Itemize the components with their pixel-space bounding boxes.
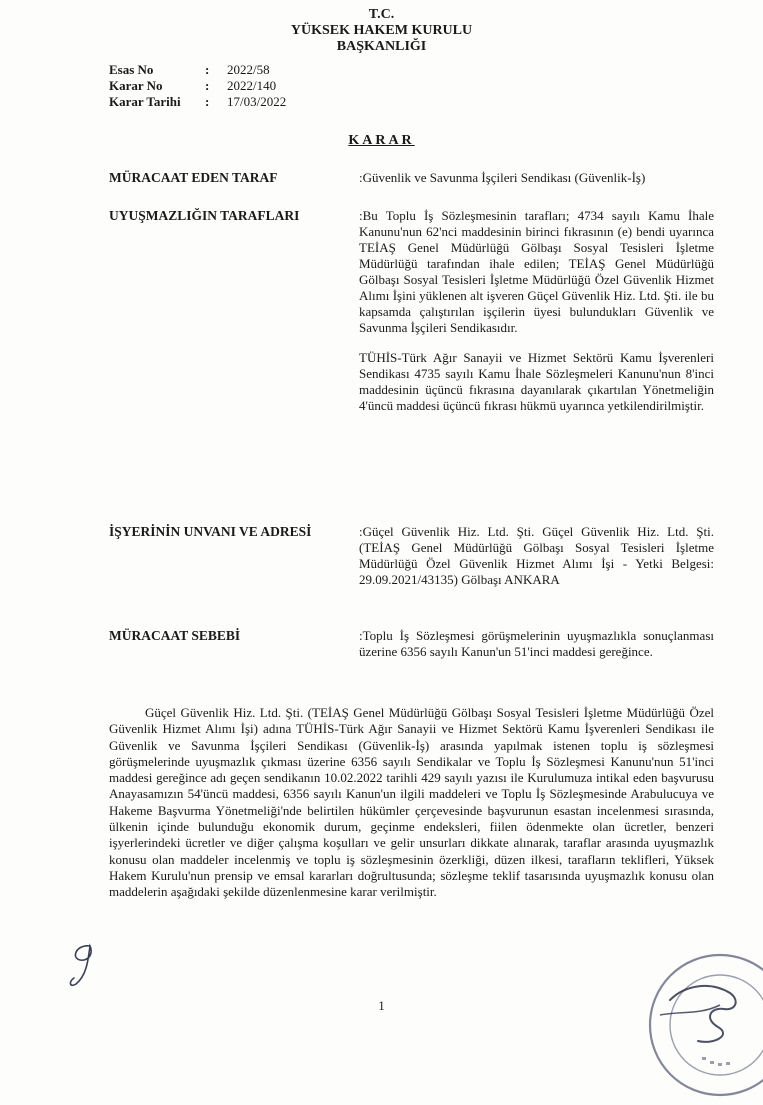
meta-label: Karar No [109,78,163,93]
section-label: MÜRACAAT SEBEBİ [109,628,241,643]
decision-body-paragraph: Güçel Güvenlik Hiz. Ltd. Şti. (TEİAŞ Genel Müdürlüğü Gölbaşı Sosyal Tesisleri İşletme Müdürlüğü Özel Güvenlik Hizmet Alımı İşi) adına TÜHİS-Türk Ağır Sanayii ve Hizmet Sektörü Kamu İşverenleri Sendikası ile Güvenlik ve Savunma İşçileri Sendikası (Güvenlik-İş) arasında yapılmak istenen toplu iş sözleşmesi görüşmelerinde uyuşmazlık çıkması üzerine 6356 sayılı Sendikalar ve Toplu İş Sözleşmesi Kanunu'nun 51'inci maddesi gereğince adı geçen sendikanın 10.02.2022 tarihli 429 sayılı yazısı ile Kurulumuza intikal eden başvurusu Anayasamızın 54'üncü maddesi, 6356 sayılı Kanun'un ilgili maddeleri ve Toplu İş Sözleşmesinde Arabulucuya ve Hakeme Başvurma Yönetmeliği'nde belirtilen hükümler çerçevesinde başvurunun esastan incelenmesi sırasında, ülkenin içinde bulunduğu ekonomik durum, geçinme endeksleri, fiilen ödenmekte olan ücretler, benzeri işyerlerindeki ücretler ve diğer çalışma koşulları ve gelir unsurları dikkate alınarak, taraflar arasında uyuşmazlık konusu olan maddeler incelenmiş ve toplu iş sözleşmesinin özerkliği, düzen ilkesi, tarafların teklifleri, Yüksek Hakem Kurulu'nun prensip ve emsal kararları doğrultusunda; sözleşme teklif tasarısında uyuşmazlık konusu olan maddelerin aşağıdaki şekilde düzenlenmesine karar verilmiştir. [109,705,714,900]
section-paragraph: TÜHİS-Türk Ağır Sanayii ve Hizmet Sektörü Kamu İşverenleri Sendikası 4735 sayılı Kamu İhale Sözleşmeleri Kanunu'nun 8'inci maddesinin üçüncü fıkrasına dayanılarak çıkartılan Yönetmeliğin 4'üncü maddesi üçüncü fıkrası hükmü uyarınca yetkilendirilmiştir. [359,350,714,413]
official-seal-icon [640,945,763,1105]
section-label: UYUŞMAZLIĞIN TARAFLARI [109,208,300,223]
section-value [359,208,714,414]
header-line-institution: YÜKSEK HAKEM KURULU [290,23,473,38]
case-metadata [109,62,286,110]
meta-colon: : [205,62,210,77]
section-paragraph: :Bu Toplu İş Sözleşmesinin tarafları; 4734 sayılı Kamu İhale Kanunu'nun 62'nci maddesinin birinci fıkrasının (e) bendi uyarınca TEİAŞ Genel Müdürlüğü Gölbaşı Sosyal Tesisleri İşletme Müdürlüğü tarafından ihale edilen; TEİAŞ Genel Müdürlüğü Gölbaşı Sosyal Tesisleri İşletme Müdürlüğü Özel Güvenlik Hizmet Alımı İşini yüklenen alt işveren Güçel Güvenlik Hiz. Ltd. Şti. ile bu kapsamda çalıştırılan işçilerin üyesi bulundukları Güvenlik ve Savunma İşçileri Sendikasıdır. [359,208,714,335]
esas-no-row [109,62,286,78]
meta-value: 17/03/2022 [227,94,287,109]
section-label: MÜRACAAT EDEN TARAF [109,170,278,185]
section-paragraph: :Toplu İş Sözleşmesi görüşmelerinin uyuşmazlıkla sonuçlanması üzerine 6356 sayılı Kanun'un 51'inci maddesi gereğince. [359,628,714,659]
handwritten-initial-icon [60,938,110,998]
section-value [359,170,714,186]
header-line-presidency: BAŞKANLIĞI [336,39,427,54]
meta-colon: : [205,78,210,93]
section-paragraph: :Güçel Güvenlik Hiz. Ltd. Şti. Güçel Güvenlik Hiz. Ltd. Şti. (TEİAŞ Genel Müdürlüğü Gölbaşı Sosyal Tesisleri İşletme Müdürlüğü Özel Güvenlik Hizmet Alımı İşi - Yetki Belgesi: 29.09.2021/43135) Gölbaşı ANKARA [359,524,714,587]
section-paragraph: :Güvenlik ve Savunma İşçileri Sendikası (Güvenlik-İş) [359,170,646,185]
meta-label: Esas No [109,62,154,77]
karar-no-row [109,78,286,94]
meta-value: 2022/140 [227,78,277,93]
section-value [359,524,714,588]
page-number: 1 [378,998,385,1013]
meta-colon: : [205,94,210,109]
section-value [359,628,714,660]
header-line-tc: T.C. [368,7,395,22]
document-header [0,7,763,55]
meta-value: 2022/58 [227,62,270,77]
decision-title: KARAR [348,133,415,148]
karar-tarihi-row [109,94,286,110]
section-label: İŞYERİNİN UNVANI VE ADRESİ [109,524,312,539]
meta-label: Karar Tarihi [109,94,181,109]
